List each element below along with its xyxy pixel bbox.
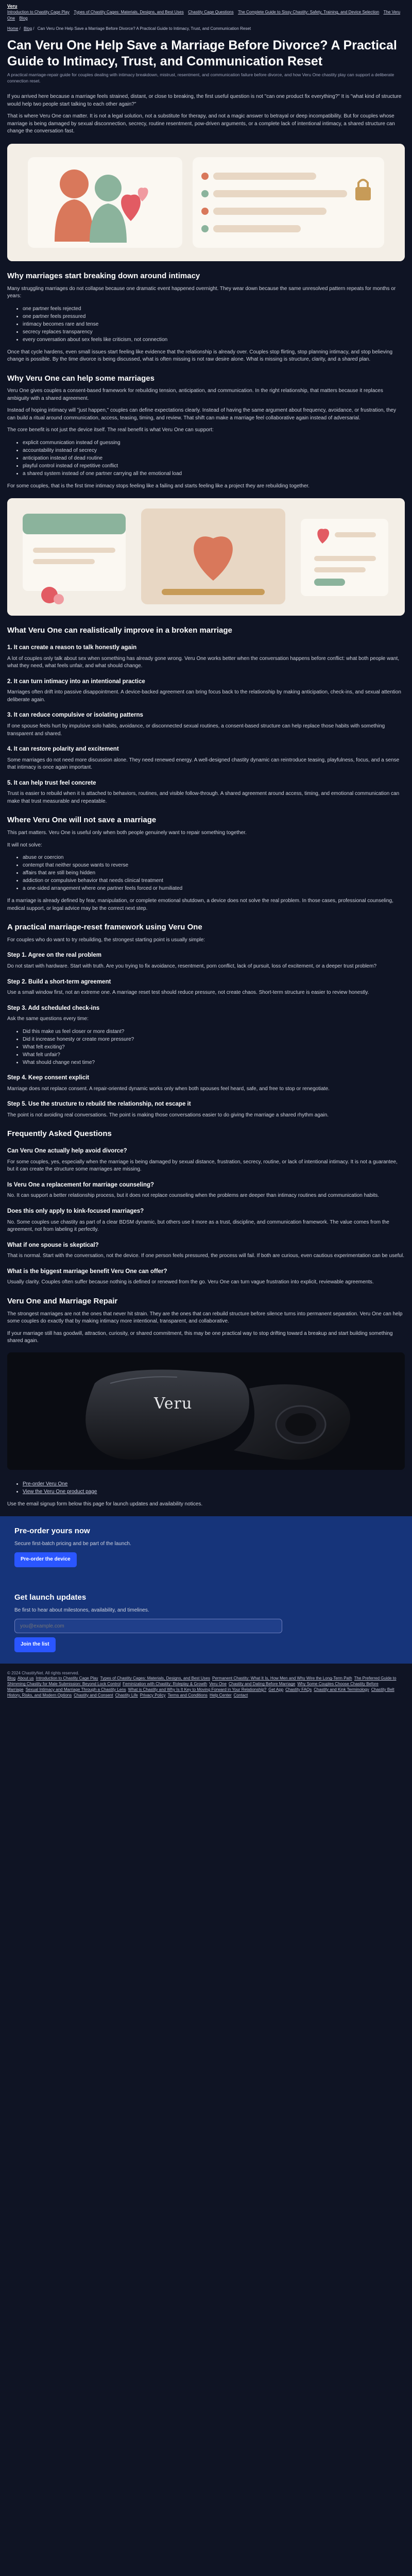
copyright: © 2024 ChastityNet. All rights reserved. <box>7 1670 79 1675</box>
subsection-heading: 3. It can reduce compulsive or isolating patterns <box>7 712 143 719</box>
section-paragraph: It will not solve: <box>7 842 42 848</box>
preorder-button[interactable]: Pre-order the device <box>14 1552 77 1567</box>
nav-link[interactable]: Types of Chastity Cages: Materials, Designs, and Best Uses <box>74 10 184 15</box>
intro-paragraph: That is where Veru One can matter. It is not a legal solution, not a substitute for therapy, and not a magic answer to betrayal or deep incompatibility. But for couples whose marriage is being damaged by sexual disconnection, secrecy, routine resentment, pow-driven arguments, or a complete lack of intentional intimacy, a shared structure can change the conversation fast. <box>7 113 395 134</box>
section-heading: A practical marriage-reset framework using Veru One <box>7 923 202 932</box>
subsection-heading: 1. It can create a reason to talk honestly again <box>7 645 137 651</box>
brand-logo[interactable]: Veru <box>7 4 18 9</box>
section-paragraph: This part matters. Veru One is useful only when both people genuinely want to repair something together. <box>7 830 247 836</box>
section-paragraph: Trust is easier to rebuild when it is attached to behaviors, routines, and visible follow-through. A shared agreement around access, timing, and emotional communication can make that trust measurable and repeatable. <box>7 791 400 804</box>
section-heading: Why Veru One can help some marriages <box>7 374 154 383</box>
step-heading: Step 5. Use the structure to rebuild the relationship, not escape it <box>7 1101 191 1108</box>
section-paragraph: The core benefit is not just the device itself. The real benefit is what Veru One can support: <box>7 427 214 433</box>
section-paragraph: For some couples, that is the first time intimacy stops feeling like a failing and starts feeling like a project they are rebuilding together. <box>7 483 310 489</box>
step-paragraph: Use a small window first, not an extreme one. A marriage reset test should reduce pressure, not create chaos. Short-term structure is easier to review honestly. <box>7 990 369 996</box>
launch-updates-section <box>0 1579 412 1664</box>
launch-text: Be first to hear about milestones, availability, and timelines. <box>14 1607 149 1613</box>
preorder-link[interactable]: Pre-order Veru One <box>23 1481 68 1487</box>
step-paragraph: Ask the same questions every time: <box>7 1016 89 1022</box>
footer-link[interactable]: Contact <box>233 1692 248 1698</box>
list-item: • What felt unfair? <box>23 1051 405 1059</box>
limits-list <box>7 854 405 892</box>
step-paragraph: Do not start with hardware. Start with truth. Are you trying to fix avoidance, resentment, porn conflict, lack of pursuit, loss of excitement, or a deeper trust problem? <box>7 963 377 970</box>
page-title: Can Veru One Help Save a Marriage Before Divorce? A Practical Guide to Intimacy, Trust, and Communication Reset <box>7 38 397 69</box>
list-item: • affairs that are still being hidden <box>23 869 405 877</box>
list-item: • explicit communication instead of guessing <box>23 439 405 447</box>
footer-link[interactable]: Chastity and Kink Terminology <box>314 1687 369 1692</box>
section-paragraph: Marriages often drift into passive disappointment. A device-backed agreement can bring focus back to the relationship by making anticipation, check-ins, and sexual attention deliberate again. <box>7 689 401 703</box>
preorder-title: Pre-order yours now <box>14 1527 90 1536</box>
faq-question: What is the biggest marriage benefit Veru One can offer? <box>7 1268 167 1275</box>
section-paragraph: Some marriages do not need more discussion alone. They need renewed energy. A well-designed chastity dynamic can reintroduce teasing, playfulness, focus, and a sense that intimacy is once again important. <box>7 757 400 771</box>
email-field[interactable] <box>14 1619 282 1633</box>
list-item <box>23 1488 405 1496</box>
step-heading: Step 4. Keep consent explicit <box>7 1074 90 1081</box>
product-page-link[interactable]: View the Veru One product page <box>23 1488 97 1495</box>
list-item: • a one-sided arrangement where one partner feels forced or humiliated <box>23 885 405 892</box>
section-heading: Why marriages start breaking down around intimacy <box>7 271 200 280</box>
breakdown-list <box>7 305 405 344</box>
list-item: • one partner feels pressured <box>23 313 405 320</box>
footer-link[interactable]: Chastity and Dating Before Marriage <box>228 1682 296 1687</box>
footer-links <box>7 1676 405 1698</box>
list-item: • every conversation about sex feels like criticism, not connection <box>23 336 405 344</box>
breadcrumb-blog[interactable]: Blog <box>24 26 32 31</box>
faq-answer: No. Some couples use chastity as part of a clear BDSM dynamic, but others use it more as a trust, discipline, and communication framework. The value comes from the agreement, not from labeling it perfectly. <box>7 1219 389 1232</box>
faq-question: Is Veru One a replacement for marriage counseling? <box>7 1181 154 1188</box>
list-item: • What should change next time? <box>23 1059 405 1066</box>
faq-question: Can Veru One actually help avoid divorce? <box>7 1147 127 1154</box>
subsection-heading: 5. It can help trust feel concrete <box>7 779 96 786</box>
nav-link[interactable]: Blog <box>19 15 28 21</box>
nav-link[interactable]: The Veru One <box>7 10 401 21</box>
section-paragraph: The strongest marriages are not the ones that never hit strain. They are the ones that can rebuild structure before silence turns into permanent separation. Veru One can help some couples do exactly that by making intimacy more intentional, transparent, and collaborative. <box>7 1311 403 1325</box>
footer-link[interactable]: The Preferred Guide to Shimming Chastity for Male Submission: Beyond Lock Control <box>7 1676 397 1687</box>
footer-link[interactable]: Feminization with Chastity: Roleplay & Growth <box>123 1682 208 1687</box>
footer <box>0 1664 412 1707</box>
illustration-art <box>7 144 405 261</box>
step-heading: Step 3. Add scheduled check-ins <box>7 1005 100 1011</box>
nav-link[interactable]: Introduction to Chastity Cage Play <box>7 10 70 15</box>
subsection-heading: 2. It can turn intimacy into an intentional practice <box>7 678 145 685</box>
footer-link[interactable]: Help Center <box>209 1692 232 1698</box>
footer-link[interactable]: Sexual Intimacy and Marriage Through a Chastity Lens <box>25 1687 126 1692</box>
faq-question: What if one spouse is skeptical? <box>7 1242 99 1248</box>
footer-link[interactable]: Chastity and Consent <box>74 1692 113 1698</box>
section-paragraph: If one spouse feels hurt by impulsive solo habits, avoidance, or disconnected sexual routines, a consent-based structure can help replace those habits with something transparent and shared. <box>7 723 385 737</box>
section-paragraph: Instead of hoping intimacy will "just happen," couples can define expectations clearly. Instead of having the same argument about frequency, avoidance, or frustration, they can build a ritual around communication, access, teasing, timing, and review. That shift can make a marriage feel collaborative again instead of adversarial. <box>7 408 396 421</box>
list-item: • contempt that neither spouse wants to reverse <box>23 861 405 869</box>
list-item: • abuse or coercion <box>23 854 405 861</box>
section-paragraph: For couples who do want to try rebuilding, the strongest starting point is usually simple: <box>7 937 205 943</box>
article-lede: A practical marriage-repair guide for couples dealing with intimacy breakdown, mistrust, resentment, and communication failure before divorce, and how Veru One chastity play can support a deliberate connection reset. <box>7 72 394 83</box>
list-item: • Did this make us feel closer or more distant? <box>23 1028 405 1036</box>
step-heading: Step 2. Build a short-term agreement <box>7 978 111 985</box>
top-nav <box>0 0 412 24</box>
footer-link[interactable]: Permanent Chastity: What It Is, How Men and Why Wire the Long-Term Path <box>212 1676 352 1681</box>
footer-link[interactable]: Types of Chastity Cages: Materials, Designs, and Best Uses <box>100 1676 210 1681</box>
section-paragraph: If a marriage is already defined by fear, manipulation, or complete emotional shutdown, a device does not solve the real problem. In those cases, professional counseling, medical support, or legal advice may be the correct next step. <box>7 898 393 911</box>
footer-link[interactable]: Why Some Couples Choose Chastity Before Marriage <box>7 1682 379 1692</box>
list-item: • accountability instead of secrecy <box>23 447 405 454</box>
checkin-list <box>7 1028 405 1066</box>
footer-link[interactable]: Introduction to Chastity Cage Play <box>36 1676 98 1681</box>
section-heading: Frequently Asked Questions <box>7 1129 112 1139</box>
step-paragraph: Marriage does not replace consent. A repair-oriented dynamic works only when both spouses feel heard, safe, and free to stop or renegotiate. <box>7 1086 330 1092</box>
preorder-section <box>0 1516 412 1579</box>
launch-title: Get launch updates <box>14 1592 87 1602</box>
list-item: • playful control instead of repetitive conflict <box>23 462 405 470</box>
illustration-art <box>7 498 405 616</box>
preorder-text: Secure first-batch pricing and be part of the launch. <box>14 1540 131 1547</box>
list-item <box>23 1480 405 1488</box>
nav-link[interactable]: The Complete Guide to Sissy Chastity: Safety, Training, and Device Selection <box>238 10 380 15</box>
section-paragraph: If your marriage still has goodwill, attraction, curiosity, or shared commitment, this may be one practical way to stop drifting toward a breakup and start building something shared again. <box>7 1330 393 1344</box>
device-illustration <box>7 1352 405 1470</box>
section-paragraph: A lot of couples only talk about sex when something has already gone wrong. Veru One works better when the conversation happens before conflict: what both people want, what they need, what feels unfair, and what should change. <box>7 655 400 669</box>
list-item: • What felt exciting? <box>23 1043 405 1051</box>
list-item: • one partner feels rejected <box>23 305 405 313</box>
footer-link[interactable]: Get App <box>268 1687 284 1692</box>
list-item: • Did it increase honesty or create more pressure? <box>23 1036 405 1043</box>
footer-link[interactable]: Veru One <box>209 1682 227 1687</box>
faq-question: Does this only apply to kink-focused marriages? <box>7 1208 144 1214</box>
nav-link[interactable]: Chastity Cage Questions <box>188 10 234 15</box>
list-item: • secrecy replaces transparency <box>23 328 405 336</box>
footer-link[interactable]: About us <box>18 1676 34 1681</box>
section-heading: Where Veru One will not save a marriage <box>7 816 157 825</box>
faq-answer: No. It can support a better relationship process, but it does not replace counseling when the problems are deeper than intimacy routines and communication habits. <box>7 1193 380 1199</box>
footer-link[interactable]: Chastity FAQs <box>285 1687 312 1692</box>
breadcrumb <box>0 24 412 34</box>
product-brand-mark: Veru <box>154 1394 193 1413</box>
section-paragraph: Once that cycle hardens, even small issues start feeling like evidence that the relationship is already over. Couples stop flirting, stop planning intimacy, and stop believing change is possible. By the time divorce is being discussed, what is often missing is not raw desire alone. What is missing is structure, clarity, and a shared plan. <box>7 349 393 363</box>
step-heading: Step 1. Agree on the real problem <box>7 952 101 959</box>
intro-paragraph: If you arrived here because a marriage feels strained, distant, or close to breaking, the first useful question is not "can one product fix everything?" It is "what kind of structure would help two people start talking to each other again?" <box>7 94 402 107</box>
breadcrumb-separator: / <box>33 26 35 31</box>
footer-link[interactable]: Privacy Policy <box>140 1692 166 1698</box>
faq-answer: For some couples, yes, especially when the marriage is being damaged by sexual distance, frustration, secrecy, routine, or lack of intentional intimacy. It is not a guarantee, but it can create the structure some marriages are missing. <box>7 1159 398 1173</box>
footer-link[interactable]: Terms and Conditions <box>167 1692 208 1698</box>
list-item: • anticipation instead of dead routine <box>23 454 405 462</box>
benefits-list <box>7 439 405 478</box>
section-heading: Veru One and Marriage Repair <box>7 1296 118 1306</box>
list-item: • addiction or compulsive behavior that needs clinical treatment <box>23 877 405 885</box>
list-item: • a shared system instead of one partner carrying all the emotional load <box>23 470 405 478</box>
product-links-list <box>7 1480 405 1496</box>
section-paragraph: Use the email signup form below this page for launch updates and availability notices. <box>7 1501 203 1507</box>
step-paragraph: The point is not avoiding real conversations. The point is making those conversations easier to do giving the marriage a shared rhythm again. <box>7 1112 329 1118</box>
article <box>0 38 412 1663</box>
footer-link[interactable]: What is Chastity and Why Is It Key to Moving Forward in Your Relationship? <box>128 1687 267 1692</box>
faq-answer: That is normal. Start with the conversation, not the device. If one person feels pressured, the process will fail. If both are curious, even cautious experimentation can be useful. <box>7 1253 404 1259</box>
footer-link[interactable]: Chastity Life <box>115 1692 138 1698</box>
breadcrumb-current: Can Veru One Help Save a Marriage Before Divorce? A Practical Guide to Intimacy, Trust, and Communication Reset <box>37 26 251 31</box>
breadcrumb-separator: / <box>19 26 21 31</box>
hearts-dashboard-illustration <box>7 498 405 616</box>
join-list-button[interactable]: Join the list <box>14 1637 56 1652</box>
subsection-heading: 4. It can restore polarity and excitement <box>7 746 119 753</box>
product-image <box>7 1352 405 1470</box>
section-paragraph: Many struggling marriages do not collapse because one dramatic event happened overnight. They wear down because the same unresolved pattern repeats for months or years: <box>7 285 396 299</box>
footer-link[interactable]: Chastity Belt History, Risks, and Modern Options <box>7 1687 394 1698</box>
breadcrumb-home[interactable]: Home <box>7 26 19 31</box>
list-item: • intimacy becomes rare and tense <box>23 320 405 328</box>
faq-answer: Usually clarity. Couples often suffer because nothing is defined or renewed from the go. Veru One can turn vague frustration into explicit, reviewable agreements. <box>7 1279 374 1285</box>
footer-link[interactable]: Blog <box>7 1676 16 1681</box>
section-heading: What Veru One can realistically improve in a broken marriage <box>7 626 232 635</box>
section-paragraph: Veru One gives couples a consent-based framework for rebuilding tension, anticipation, and communication. In the right relationship, that matters because it replaces ambiguity with a shared agreement. <box>7 388 383 401</box>
couple-connection-illustration <box>7 144 405 261</box>
